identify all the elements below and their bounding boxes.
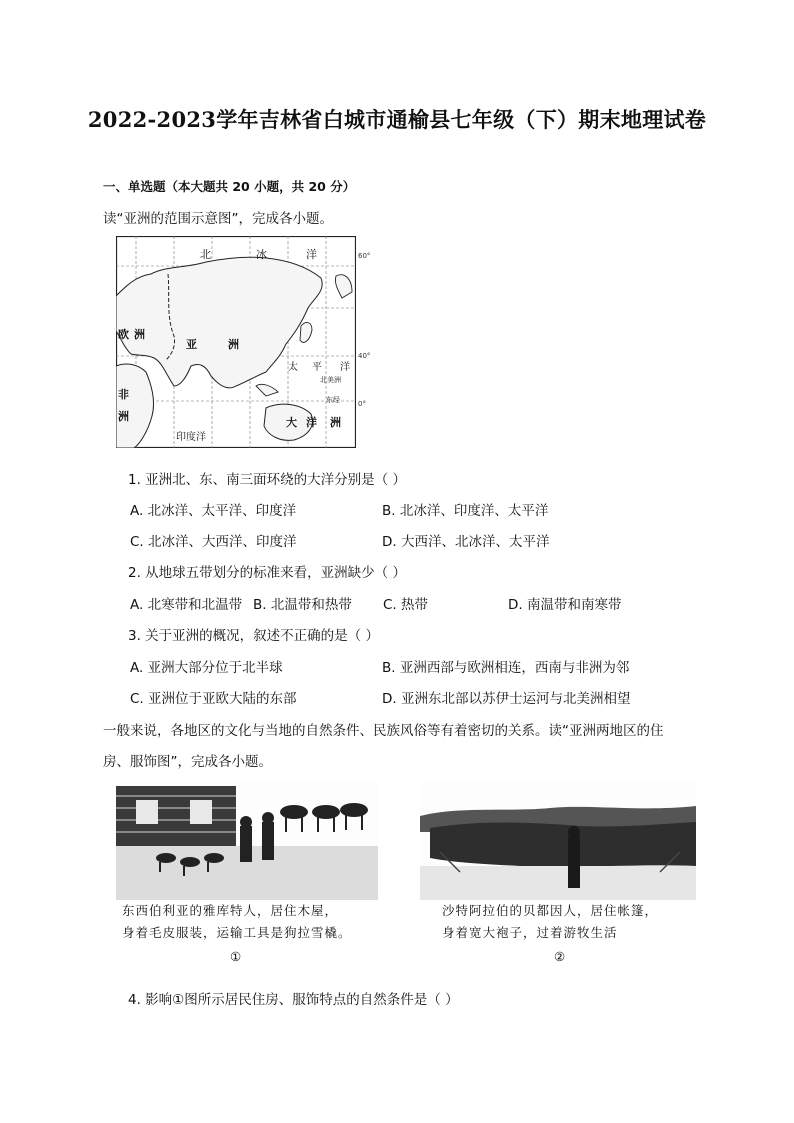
photo-yakut-panel bbox=[116, 782, 378, 972]
question-2-stem: 2. 从地球五带划分的标准来看，亚洲缺少（ ） bbox=[128, 565, 406, 581]
question-2-option-d[interactable]: D. 南温带和南寒带 bbox=[508, 597, 622, 613]
label-indian-ocean: 印度洋 bbox=[176, 432, 206, 443]
label-africa-1: 非 bbox=[118, 388, 129, 401]
photo-yakut-number: ① bbox=[230, 949, 243, 964]
label-arctic-2: 冰 bbox=[256, 248, 267, 261]
question-1-stem: 1. 亚洲北、东、南三面环绕的大洋分别是（ ） bbox=[128, 472, 406, 488]
label-asia-1: 亚 bbox=[186, 338, 197, 351]
label-east: 东经 bbox=[326, 396, 340, 404]
photo-yakut-caption-2: 身着毛皮服装，运输工具是狗拉雪橇。 bbox=[122, 925, 352, 940]
photo-bedouin-panel bbox=[420, 782, 696, 972]
photo-bedouin-number: ② bbox=[554, 949, 567, 964]
question-1-option-d[interactable]: D. 大西洋、北冰洋、太平洋 bbox=[382, 534, 550, 550]
label-europe-2: 洲 bbox=[134, 328, 145, 341]
photo-bedouin-caption-2: 身着宽大袍子，过着游牧生活 bbox=[442, 925, 618, 940]
label-oceania-3: 洲 bbox=[330, 416, 341, 429]
lat-label-60: 60° bbox=[358, 252, 371, 260]
label-oceania-1: 大 bbox=[286, 416, 297, 429]
intro-text-2-line-1: 一般来说，各地区的文化与当地的自然条件、民族风俗等有着密切的关系。读“亚洲两地区的住 bbox=[103, 723, 664, 739]
intro-text-1: 读“亚洲的范围示意图”，完成各小题。 bbox=[103, 211, 333, 227]
label-pacific-1: 太 bbox=[288, 362, 298, 373]
question-1-option-a[interactable]: A. 北冰洋、太平洋、印度洋 bbox=[130, 503, 297, 519]
page-title: 2022-2023学年吉林省白城市通榆县七年级（下）期末地理试卷 bbox=[87, 107, 707, 132]
asia-range-map bbox=[116, 236, 356, 448]
label-north-america: 北美洲 bbox=[320, 376, 341, 384]
label-africa-2: 洲 bbox=[118, 410, 129, 423]
label-oceania-2: 洋 bbox=[306, 416, 317, 429]
photo-yakut-caption-1: 东西伯利亚的雅库特人，居住木屋， bbox=[122, 903, 339, 918]
question-3-stem: 3. 关于亚洲的概况，叙述不正确的是（ ） bbox=[128, 628, 379, 644]
lat-label-0: 0° bbox=[358, 400, 366, 408]
photo-bedouin-caption-1: 沙特阿拉伯的贝都因人，居住帐篷， bbox=[442, 903, 659, 918]
photo-yakut-image bbox=[116, 782, 378, 900]
question-2-option-a[interactable]: A. 北寒带和北温带 bbox=[130, 597, 243, 613]
label-pacific-2: 平 bbox=[312, 362, 322, 373]
question-4-stem: 4. 影响①图所示居民住房、服饰特点的自然条件是（ ） bbox=[128, 992, 459, 1008]
section-heading: 一、单选题（本大题共 20 小题，共 20 分） bbox=[103, 179, 356, 194]
label-arctic-1: 北 bbox=[200, 248, 211, 261]
question-3-option-b[interactable]: B. 亚洲西部与欧洲相连，西南与非洲为邻 bbox=[382, 660, 630, 676]
question-3-option-c[interactable]: C. 亚洲位于亚欧大陆的东部 bbox=[130, 691, 297, 707]
label-asia-2: 洲 bbox=[228, 338, 239, 351]
label-arctic-3: 洋 bbox=[306, 248, 317, 261]
label-pacific-3: 洋 bbox=[340, 362, 350, 373]
photo-bedouin-image bbox=[420, 782, 696, 900]
question-1-option-b[interactable]: B. 北冰洋、印度洋、太平洋 bbox=[382, 503, 549, 519]
lat-label-40: 40° bbox=[358, 352, 371, 360]
question-3-option-d[interactable]: D. 亚洲东北部以苏伊士运河与北美洲相望 bbox=[382, 691, 631, 707]
question-2-option-b[interactable]: B. 北温带和热带 bbox=[253, 597, 352, 613]
question-3-option-a[interactable]: A. 亚洲大部分位于北半球 bbox=[130, 660, 283, 676]
question-1-option-c[interactable]: C. 北冰洋、大西洋、印度洋 bbox=[130, 534, 297, 550]
question-2-option-c[interactable]: C. 热带 bbox=[383, 597, 429, 613]
label-europe-1: 欧 bbox=[118, 328, 129, 341]
intro-text-2-line-2: 房、服饰图”，完成各小题。 bbox=[103, 754, 272, 770]
